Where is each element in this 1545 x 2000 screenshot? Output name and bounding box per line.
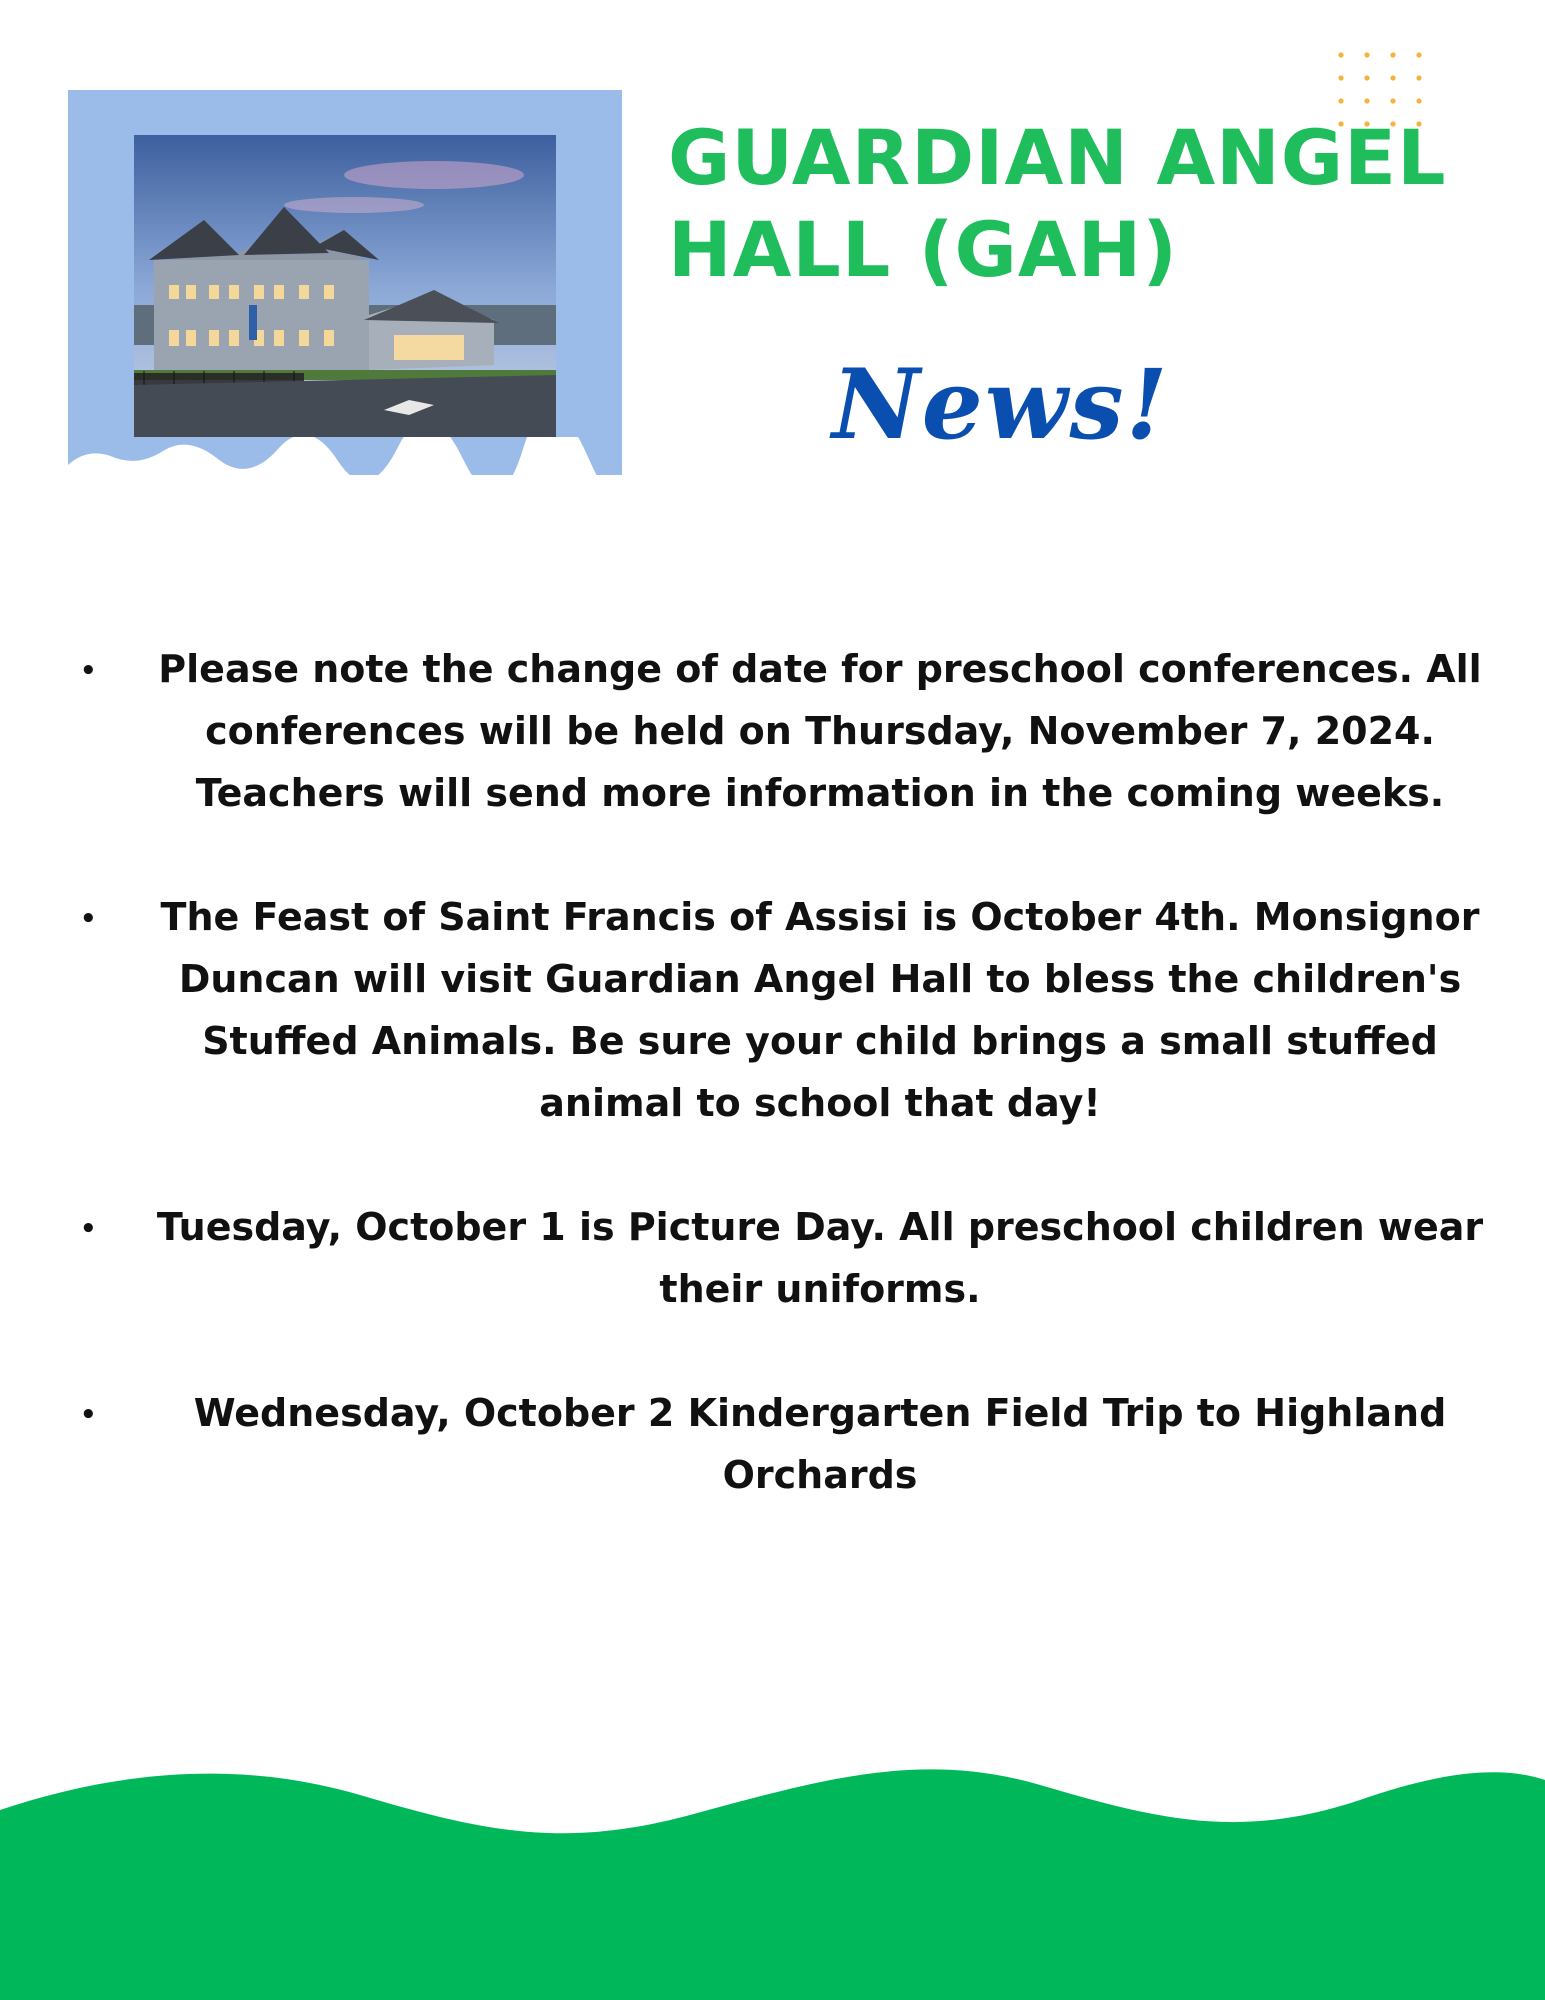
news-item xyxy=(70,638,1510,824)
news-item xyxy=(70,886,1510,1134)
news-item-text: Please note the change of date for preschool conferences. All conferences will be held on Thursday, November 7, 2024. Teachers will send more information in the coming weeks. xyxy=(158,647,1482,815)
bullet-marker: • xyxy=(80,656,97,686)
news-item xyxy=(70,1382,1510,1506)
green-wave-footer xyxy=(0,1740,1545,2000)
school-building-photo xyxy=(134,135,556,437)
title-line-1: GUARDIAN ANGEL xyxy=(668,113,1447,202)
news-heading: News! xyxy=(832,348,1170,461)
news-item-text: The Feast of Saint Francis of Assisi is October 4th. Monsignor Duncan will visit Guardian Angel Hall to bless the children's Stuffed Animals. Be sure your child brings a small stuffed animal to school that day! xyxy=(160,895,1480,1125)
bullet-marker: • xyxy=(80,904,97,934)
title-line-2: HALL (GAH) xyxy=(668,205,1179,294)
bullet-marker: • xyxy=(80,1400,97,1430)
news-item-text: Wednesday, October 2 Kindergarten Field Trip to Highland Orchards xyxy=(193,1391,1447,1497)
page-title xyxy=(668,112,1528,296)
torn-paper-edge xyxy=(68,437,622,477)
news-item-text: Tuesday, October 1 is Picture Day. All preschool children wear their uniforms. xyxy=(156,1205,1484,1311)
bullet-marker: • xyxy=(80,1214,97,1244)
news-item xyxy=(70,1196,1510,1320)
news-list xyxy=(70,638,1510,1568)
